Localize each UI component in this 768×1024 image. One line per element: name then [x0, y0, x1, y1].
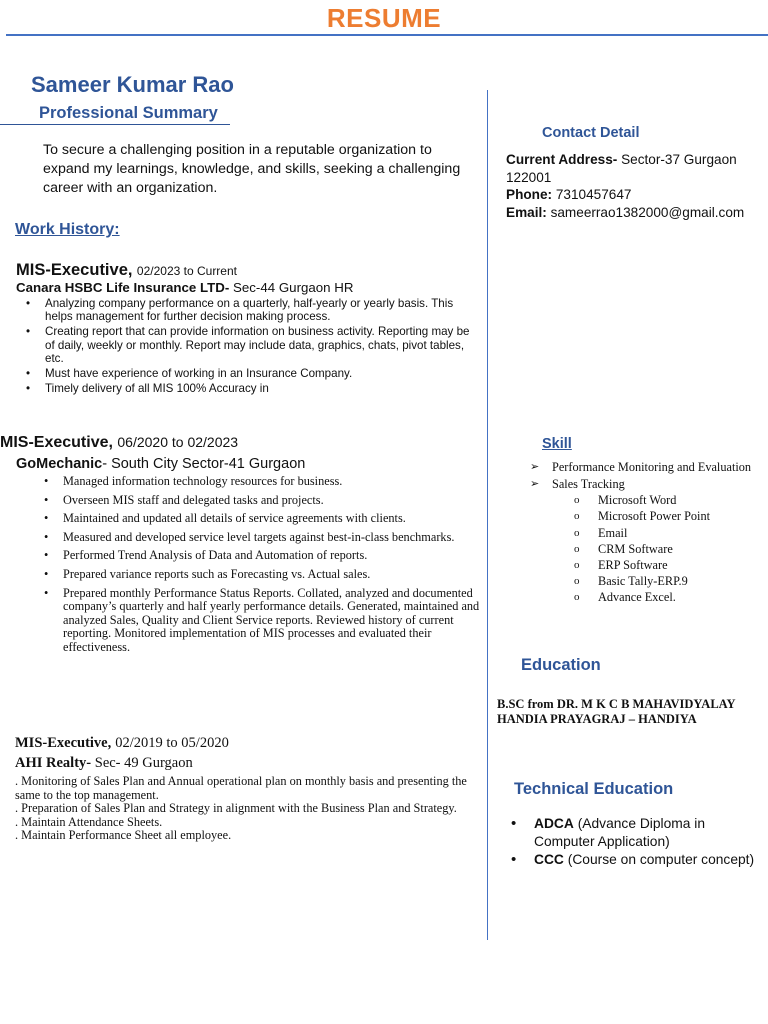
- job-duties: [34, 475, 480, 655]
- education-text: B.SC from DR. M K C B MAHAVIDYALAY HANDIA PRAYAGRAJ – HANDIYA: [497, 697, 736, 726]
- company-location: - South City Sector-41 Gurgaon: [102, 456, 306, 472]
- job-company: [15, 755, 485, 772]
- list-item: o Microsoft Word: [571, 494, 760, 508]
- job-title: MIS-Executive,: [0, 434, 113, 451]
- job-header: [0, 434, 480, 452]
- phone-value: 7310457647: [555, 187, 632, 202]
- list-item: • Prepared monthly Performance Status Reports. Collated, analyzed and documented company’s quarterly and half yearly performance details. Generated, maintained and analyzed Sales, Quality and Client Service reports. Reviewed history of current reporting. Monitored implementation of MIS processes and evaluated their effectiveness.: [34, 587, 480, 655]
- list-item: • Measured and developed service level targets against best-in-class benchmarks.: [34, 531, 480, 545]
- summary-underline: [0, 124, 230, 125]
- skill-list: [530, 461, 760, 608]
- address-value: Sector-37 Gurgaon 122001: [506, 152, 737, 185]
- technical-education-heading: Technical Education: [514, 780, 674, 798]
- job-company: [16, 280, 476, 295]
- list-item: • Analyzing company performance on a quarterly, half-yearly or yearly basis. This helps management for further decision making process.: [16, 297, 476, 323]
- sub-skills: [571, 494, 760, 605]
- address-label: Current Address-: [506, 152, 618, 167]
- list-item: • Must have experience of working in an Insurance Company.: [16, 367, 476, 380]
- list-item: o Microsoft Power Point: [571, 510, 760, 524]
- list-item: • Maintained and updated all details of service agreements with clients.: [34, 512, 480, 526]
- title-divider: [6, 34, 768, 36]
- skill-heading: Skill: [542, 436, 572, 452]
- list-item: o ERP Software: [571, 559, 760, 573]
- contact-address: [506, 151, 768, 186]
- list-item: ➢ Sales Tracking: [530, 478, 760, 492]
- list-item: • Timely delivery of all MIS 100% Accuracy in: [16, 382, 476, 395]
- company-name: AHI Realty-: [15, 755, 92, 771]
- course-name: CCC: [534, 852, 564, 867]
- contact-heading: Contact Detail: [542, 125, 640, 141]
- job-title: MIS-Executive,: [16, 261, 133, 279]
- contact-details: [506, 151, 768, 221]
- list-item: o Basic Tally-ERP.9: [571, 575, 760, 589]
- job-dates: 02/2019 to 05/2020: [115, 735, 229, 751]
- job-entry: [0, 434, 480, 660]
- list-item: . Preparation of Sales Plan and Strategy in alignment with the Business Plan and Strategy.: [15, 801, 457, 816]
- job-entry: [16, 261, 476, 397]
- main-skills: [530, 461, 760, 491]
- list-item: . Maintain Performance Sheet all employee.: [15, 828, 232, 843]
- job-header: [16, 261, 476, 280]
- phone-label: Phone:: [506, 187, 553, 202]
- job-title: MIS-Executive,: [15, 735, 112, 751]
- list-item: • Creating report that can provide information on business activity. Reporting may be of daily, weekly or monthly. Report may include data, graphics, chats, pivot tables, etc.: [16, 325, 476, 365]
- contact-phone: [506, 186, 768, 204]
- company-location: Sec-44 Gurgaon HR: [233, 280, 354, 295]
- contact-email: [506, 204, 768, 222]
- email-value: sameerrao1382000@gmail.com: [550, 204, 745, 220]
- list-item: o Advance Excel.: [571, 591, 760, 605]
- job-entry: [15, 734, 485, 843]
- list-item: o CRM Software: [571, 543, 760, 557]
- list-item: [510, 815, 768, 850]
- summary-text: To secure a challenging position in a reputable organization to expand my learnings, knowledge, and skills, seeking a challenging career with an organization.: [43, 142, 461, 196]
- list-item: . Monitoring of Sales Plan and Annual operational plan on monthly basis and presenting the same to the top management.: [15, 774, 467, 802]
- course-desc: (Advance Diploma in Computer Application): [534, 816, 706, 849]
- company-name: Canara HSBC Life Insurance LTD-: [16, 280, 230, 295]
- company-name: GoMechanic: [16, 456, 103, 472]
- list-item: • Overseen MIS staff and delegated tasks and projects.: [34, 494, 480, 508]
- list-item: [510, 851, 768, 869]
- email-label: Email:: [506, 204, 547, 220]
- list-item: ➢ Performance Monitoring and Evaluation: [530, 461, 760, 475]
- list-item: . Maintain Attendance Sheets.: [15, 814, 163, 829]
- list-item: o Email: [571, 527, 760, 541]
- job-duties: [15, 775, 485, 843]
- technical-education-list: [510, 815, 768, 870]
- list-item: • Performed Trend Analysis of Data and Automation of reports.: [34, 549, 480, 563]
- course-name: ADCA: [534, 816, 574, 831]
- summary-heading: Professional Summary: [39, 104, 218, 122]
- list-item: • Managed information technology resources for business.: [34, 475, 480, 489]
- list-item: • Prepared variance reports such as Forecasting vs. Actual sales.: [34, 568, 480, 582]
- job-company: [16, 456, 480, 472]
- job-dates: 06/2020 to 02/2023: [117, 434, 239, 450]
- resume-title: RESUME: [326, 3, 442, 33]
- work-history-heading: Work History:: [15, 221, 120, 238]
- course-desc: (Course on computer concept): [567, 852, 755, 867]
- job-dates: 02/2023 to Current: [136, 264, 237, 278]
- column-divider: [487, 90, 488, 940]
- candidate-name: Sameer Kumar Rao: [31, 72, 234, 97]
- education-heading: Education: [521, 656, 601, 674]
- job-header: [15, 734, 485, 752]
- job-duties: [16, 297, 476, 395]
- company-location: Sec- 49 Gurgaon: [94, 755, 193, 771]
